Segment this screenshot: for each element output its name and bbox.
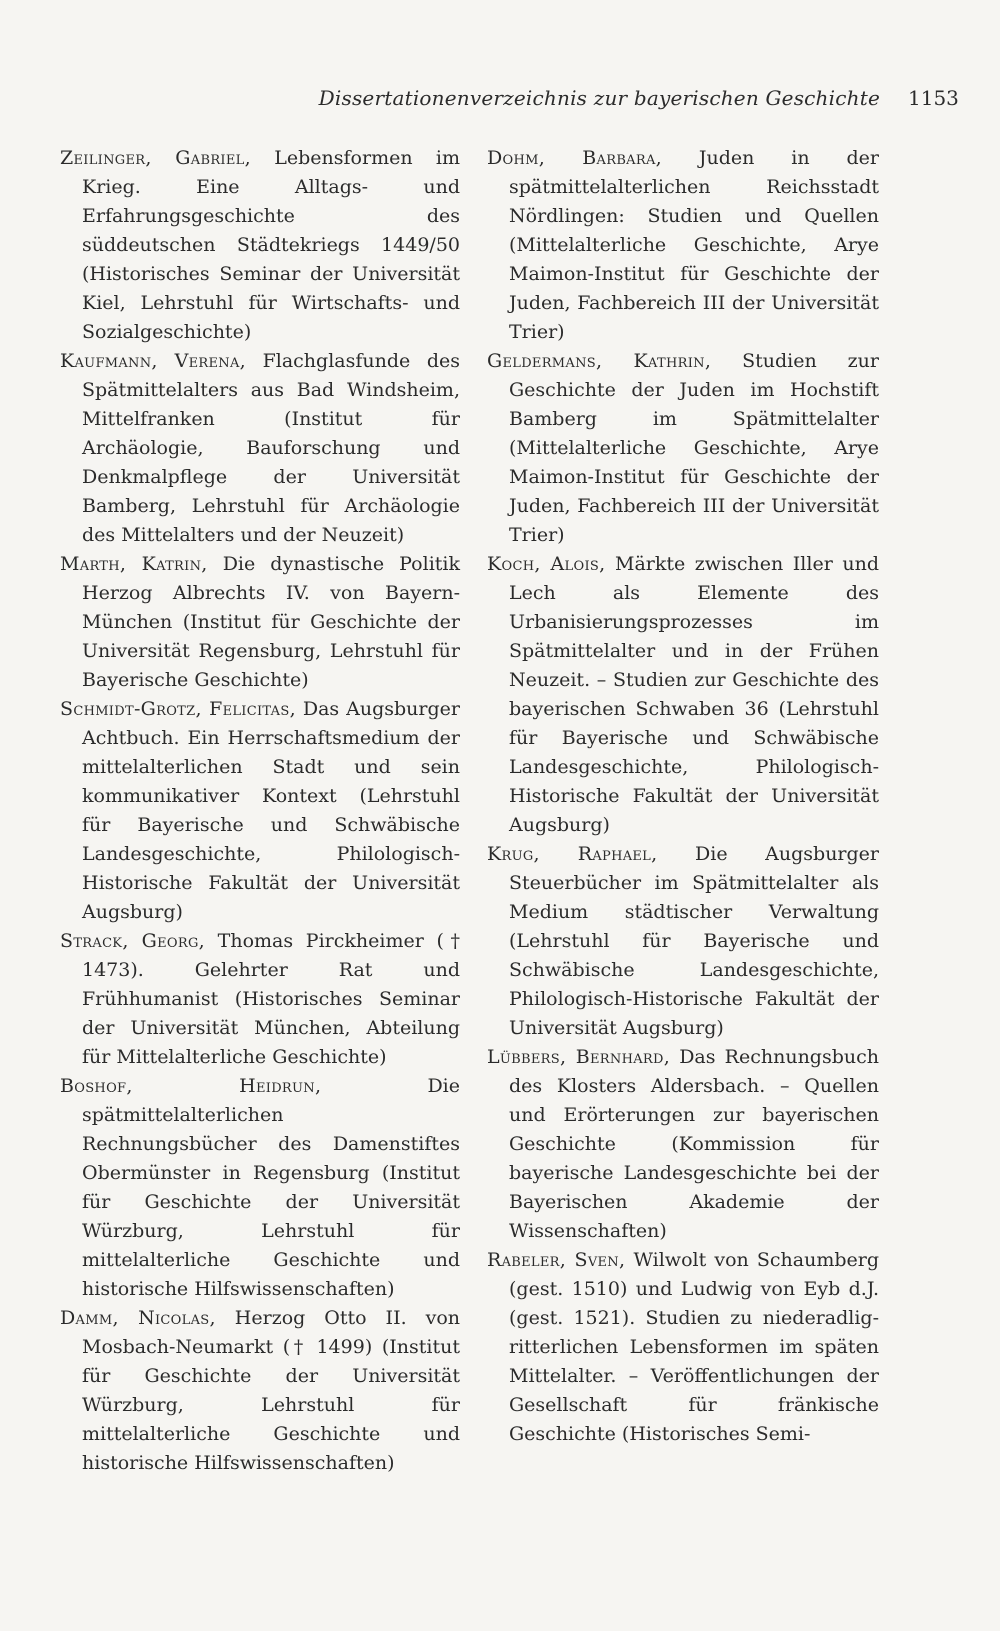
entry-author: Kaufmann, Verena, [60, 350, 246, 372]
entry-text: Das Rechnungsbuch des Klosters Aldersbach. – Quellen und Erörterungen zur bayerischen Geschichte (Kommission für bayerische Landesgeschichte bei der Bayerischen Akademie der Wissenschaften) [509, 1046, 879, 1242]
entry-author: Marth, Katrin, [60, 553, 208, 575]
entry-author: Boshof, Heidrun, [60, 1075, 322, 1097]
running-title: Dissertationenverzeichnis zur bayerischen Geschichte [318, 86, 880, 110]
entry-text: Flachglasfunde des Spätmittelalters aus Bad Windsheim, Mittelfranken (Institut für Archäologie, Bauforschung und Denkmalpflege der Universität Bamberg, Lehrstuhl für Archäologie des Mittelalters und der Neuzeit) [82, 350, 460, 546]
entry-text: Das Augsburger Achtbuch. Ein Herrschaftsmedium der mittelalterlichen Stadt und sein kommunikativer Kontext (Lehrstuhl für Bayerische und Schwäbische Landesgeschichte, Philologisch-Historische Fakultät der Universität Augsburg) [82, 698, 460, 923]
entry-text: Herzog Otto II. von Mosbach-Neumarkt († 1499) (Institut für Geschichte der Universität Würzburg, Lehrstuhl für mittelalterliche Geschichte und historische Hilfswissenschaften) [82, 1307, 461, 1474]
left-column [60, 144, 460, 1478]
bibliography-entry [60, 347, 460, 550]
entry-author: Geldermans, Kathrin, [487, 350, 712, 372]
page-number: 1153 [908, 86, 959, 110]
bibliography-entry [60, 927, 460, 1072]
entry-text: Thomas Pirckheimer († 1473). Gelehrter Rat und Frühhumanist (Historisches Seminar der Universität München, Abteilung für Mittelalterliche Geschichte) [82, 930, 461, 1068]
bibliography-entry [60, 550, 460, 695]
entry-author: Damm, Nicolas, [60, 1307, 216, 1329]
bibliography-entry [60, 695, 460, 927]
right-column [487, 144, 879, 1449]
entry-text: Lebensformen im Krieg. Eine Alltags- und Erfahrungsgeschichte des süddeutschen Städtekriegs 1449/50 (Historisches Seminar der Universität Kiel, Lehrstuhl für Wirtschafts- und Sozialgeschichte) [82, 147, 460, 343]
entry-author: Rabeler, Sven, [487, 1249, 626, 1271]
entry-text: Studien zur Geschichte der Juden im Hochstift Bamberg im Spätmittelalter (Mittelalterliche Geschichte, Arye Maimon-Institut für Geschichte der Juden, Fachbereich III der Universität Trier) [509, 350, 879, 546]
entry-text: Wilwolt von Schaumberg (gest. 1510) und Ludwig von Eyb d.J. (gest. 1521). Studien zu niederadlig-ritterlichen Lebensformen im späten Mittelalter. – Veröffentlichungen der Gesellschaft für fränkische Geschichte (Historisches Semi- [509, 1249, 879, 1445]
bibliography-entry [487, 144, 879, 347]
bibliography-entry [60, 144, 460, 347]
entry-author: Koch, Alois, [487, 553, 606, 575]
entry-author: Strack, Georg, [60, 930, 205, 952]
entry-text: Die dynastische Politik Herzog Albrechts IV. von Bayern-München (Institut für Geschichte der Universität Regensburg, Lehrstuhl für Bayerische Geschichte) [82, 553, 461, 691]
bibliography-entry [487, 347, 879, 550]
entry-text: Die Augsburger Steuerbücher im Spätmittelalter als Medium städtischer Verwaltung (Lehrstuhl für Bayerische und Schwäbische Landesgeschichte, Philologisch-Historische Fakultät der Universität Augsburg) [509, 843, 880, 1039]
entry-author: Zeilinger, Gabriel, [60, 147, 251, 169]
entry-text: Die spätmittelalterlichen Rechnungsbücher des Damenstiftes Obermünster in Regensburg (Institut für Geschichte der Universität Würzburg, Lehrstuhl für mittelalterliche Geschichte und historische Hilfswissenschaften) [82, 1075, 460, 1300]
entry-author: Lübbers, Bernhard, [487, 1046, 671, 1068]
entry-text: Märkte zwischen Iller und Lech als Elemente des Urbanisierungsprozesses im Spätmittelalter und in der Frühen Neuzeit. – Studien zur Geschichte des bayerischen Schwaben 36 (Lehrstuhl für Bayerische und Schwäbische Landesgeschichte, Philologisch-Historische Fakultät der Universität Augsburg) [509, 553, 879, 836]
bibliography-entry [60, 1304, 460, 1478]
bibliography-entry [60, 1072, 460, 1304]
bibliography-entry [487, 840, 879, 1043]
entry-author: Dohm, Barbara, [487, 147, 662, 169]
bibliography-entry [487, 550, 879, 840]
entry-author: Krug, Raphael, [487, 843, 658, 865]
bibliography-entry [487, 1043, 879, 1246]
entry-text: Juden in der spätmittelalterlichen Reichsstadt Nördlingen: Studien und Quellen (Mittelalterliche Geschichte, Arye Maimon-Institut für Geschichte der Juden, Fachbereich III der Universität Trier) [509, 147, 879, 343]
entry-author: Schmidt-Grotz, Felicitas, [60, 698, 296, 720]
bibliography-entry [487, 1246, 879, 1449]
